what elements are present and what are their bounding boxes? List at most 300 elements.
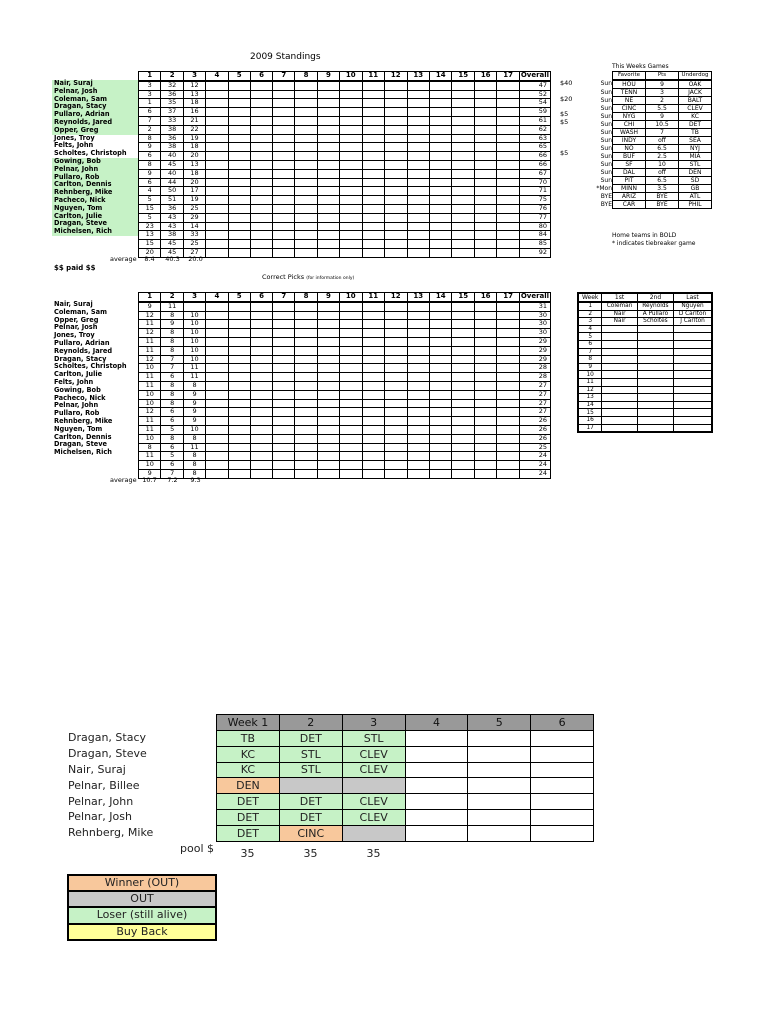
weeks-row (578, 348, 712, 356)
week-cell (385, 204, 407, 213)
week-cell (340, 329, 362, 338)
weeks-cell (637, 348, 673, 356)
picks-table (138, 292, 551, 479)
week-cell (317, 452, 339, 461)
game-day: Sun (600, 120, 612, 128)
week-cell (385, 81, 407, 90)
week-cell (407, 178, 429, 187)
favorite-team: WASH (613, 128, 646, 136)
week-cell (273, 134, 295, 143)
week-cell: 9 (183, 417, 205, 426)
week-cell (317, 125, 339, 134)
survivor-pick (468, 762, 531, 778)
week-cell (452, 311, 474, 320)
favorite-team: NYG (613, 112, 646, 120)
weeks-cell (674, 409, 712, 417)
week-cell (452, 329, 474, 338)
picks-row (139, 373, 551, 382)
week-cell (273, 461, 295, 470)
week-cell (452, 443, 474, 452)
week-cell (273, 434, 295, 443)
week-cell (295, 231, 317, 240)
survivor-header-row (217, 715, 594, 731)
weeks-cell: Nguyen (674, 302, 712, 310)
week-header: Overall (520, 71, 550, 79)
standings-names (52, 80, 138, 236)
weeks-cell: Nair (602, 318, 637, 326)
week-cell (474, 469, 496, 478)
week-cell (429, 469, 451, 478)
weeks-cell (637, 386, 673, 394)
week-cell (362, 373, 384, 382)
week-cell (497, 125, 519, 134)
weeks-cell: 2 (578, 310, 602, 318)
week-cell (273, 108, 295, 117)
week-cell (206, 108, 228, 117)
weeks-cell: 4 (578, 325, 602, 333)
week-cell (273, 425, 295, 434)
player-name: Pacheco, Nick (52, 197, 138, 205)
week-cell: 20 (183, 178, 205, 187)
player-name: Rehnberg, Mike (54, 416, 113, 425)
picks-row (139, 399, 551, 408)
week-cell (362, 443, 384, 452)
week-cell: 10 (139, 461, 161, 470)
survivor-row (217, 809, 594, 825)
overall-cell: 30 (519, 320, 550, 329)
week-cell (362, 187, 384, 196)
week-cell (497, 108, 519, 117)
point-spread: 2 (646, 96, 679, 104)
week-cell (362, 90, 384, 99)
week-cell: 10 (139, 390, 161, 399)
week-header: 4 (206, 293, 228, 302)
survivor-pick: DET (279, 794, 342, 810)
week-cell: 12 (139, 311, 161, 320)
overall-cell: 77 (519, 213, 550, 222)
week-cell (452, 108, 474, 117)
week-cell (362, 213, 384, 222)
week-cell (429, 390, 451, 399)
week-cell (452, 355, 474, 364)
favorite-team: PIT (613, 176, 646, 184)
week-cell (206, 204, 228, 213)
survivor-table (216, 714, 594, 842)
week-cell (474, 222, 496, 231)
week-cell: 12 (139, 355, 161, 364)
week-cell (228, 143, 250, 152)
week-cell (206, 364, 228, 373)
week-cell (273, 81, 295, 90)
favorite-team: SF (613, 160, 646, 168)
week-cell (228, 452, 250, 461)
survivor-pick (468, 825, 531, 841)
week-cell (295, 302, 317, 311)
weeks-row (578, 333, 712, 341)
weeks-cell: 14 (578, 401, 602, 409)
week-cell (317, 143, 339, 152)
week-cell (340, 320, 362, 329)
overall-cell: 71 (519, 187, 550, 196)
week-cell (295, 152, 317, 161)
prize-amount: $5 (560, 117, 569, 126)
player-name: Nair, Suraj (54, 300, 93, 308)
survivor-pick: DEN (217, 778, 280, 794)
player-name: Opper, Greg (54, 315, 99, 324)
survivor-pick (468, 794, 531, 810)
overall-cell: 47 (519, 81, 550, 90)
week-cell (295, 248, 317, 257)
underdog-team: SEA (679, 136, 712, 144)
week-cell (407, 187, 429, 196)
week-cell: 20 (139, 248, 161, 257)
week-cell (497, 134, 519, 143)
week-cell (273, 329, 295, 338)
survivor-week-header: 2 (279, 715, 342, 731)
game-day: Sun (600, 176, 612, 184)
week-cell (228, 390, 250, 399)
week-cell (452, 434, 474, 443)
week-cell (407, 213, 429, 222)
page-title: 2009 Standings (250, 52, 321, 62)
week-cell (497, 204, 519, 213)
week-cell (317, 108, 339, 117)
week-cell: 9 (183, 399, 205, 408)
week-cell (497, 461, 519, 470)
weeks-cell (674, 363, 712, 371)
week-cell (385, 390, 407, 399)
weeks-header: 2nd (637, 293, 673, 302)
week-cell (385, 143, 407, 152)
underdog-team: TB (679, 128, 712, 136)
survivor-pick: TB (217, 731, 280, 747)
weeks-cell (602, 386, 637, 394)
week-cell (317, 231, 339, 240)
week-cell (250, 169, 272, 178)
week-cell (273, 443, 295, 452)
week-cell (228, 373, 250, 382)
underdog-team: JACK (679, 88, 712, 96)
week-cell (228, 443, 250, 452)
weeks-cell: 8 (578, 356, 602, 364)
week-cell: 12 (183, 81, 205, 90)
week-cell (228, 108, 250, 117)
week-cell (362, 302, 384, 311)
week-cell (206, 152, 228, 161)
survivor-pick: DET (217, 809, 280, 825)
week-cell: 11 (161, 302, 183, 311)
week-cell (452, 364, 474, 373)
weeks-cell (602, 356, 637, 364)
overall-cell: 59 (519, 108, 550, 117)
week-cell (385, 337, 407, 346)
picks-row (139, 408, 551, 417)
week-cell (497, 417, 519, 426)
player-name: Dragan, Stacy (52, 103, 138, 111)
week-cell (228, 231, 250, 240)
week-cell (206, 408, 228, 417)
week-cell (429, 196, 451, 205)
week-cell (407, 355, 429, 364)
weeks-cell (637, 424, 673, 432)
player-name: Pacheco, Nick (54, 393, 106, 402)
week-cell: 38 (161, 143, 183, 152)
week-cell: 38 (161, 125, 183, 134)
correct-picks-caption (262, 273, 354, 281)
week-cell (497, 311, 519, 320)
week-cell (362, 196, 384, 205)
week-cell (497, 434, 519, 443)
point-spread: 10.5 (646, 120, 679, 128)
week-cell (385, 311, 407, 320)
week-cell (340, 461, 362, 470)
week-cell (474, 390, 496, 399)
weeks-cell (637, 325, 673, 333)
week-cell (273, 364, 295, 373)
pool-value: 35 (303, 847, 318, 860)
week-cell (429, 443, 451, 452)
week-cell (317, 381, 339, 390)
weeks-cell: 5 (578, 333, 602, 341)
week-cell (407, 373, 429, 382)
week-cell (429, 125, 451, 134)
weeks-cell: 1 (578, 302, 602, 310)
week-cell (273, 204, 295, 213)
week-cell (362, 108, 384, 117)
overall-cell: 66 (519, 160, 550, 169)
game-day: Sun (600, 168, 612, 176)
week-cell (250, 329, 272, 338)
game-day: Sun (600, 88, 612, 96)
survivor-week-header: 6 (531, 715, 594, 731)
week-cell (340, 381, 362, 390)
week-cell (429, 178, 451, 187)
game-row (590, 128, 712, 136)
week-cell (362, 417, 384, 426)
point-spread: 6.5 (646, 144, 679, 152)
week-cell (497, 169, 519, 178)
week-cell (317, 311, 339, 320)
point-spread: BYE (646, 200, 679, 208)
player-name: Coleman, Sam (52, 96, 138, 104)
week-cell (273, 125, 295, 134)
week-cell (340, 108, 362, 117)
week-cell (474, 213, 496, 222)
week-cell (429, 320, 451, 329)
week-cell (340, 204, 362, 213)
week-cell (317, 469, 339, 478)
picks-row (139, 337, 551, 346)
week-cell (295, 169, 317, 178)
week-cell (429, 222, 451, 231)
week-cell (497, 320, 519, 329)
week-cell (250, 81, 272, 90)
standings-row (139, 99, 551, 108)
week-cell (206, 187, 228, 196)
player-name: Reynolds, Jared (54, 346, 113, 355)
week-cell: 44 (161, 178, 183, 187)
week-cell (452, 196, 474, 205)
week-cell: 25 (183, 240, 205, 249)
favorite-team: CINC (613, 104, 646, 112)
week-header: 9 (317, 72, 339, 81)
standings-row (139, 116, 551, 125)
week-cell (340, 152, 362, 161)
week-cell (228, 337, 250, 346)
week-cell (273, 390, 295, 399)
week-cell (497, 408, 519, 417)
week-cell (452, 169, 474, 178)
week-cell (407, 390, 429, 399)
survivor-row (217, 778, 594, 794)
week-cell (452, 399, 474, 408)
week-cell (407, 337, 429, 346)
week-cell (362, 434, 384, 443)
average-value: 10.7 (142, 476, 157, 484)
survivor-pick (279, 778, 342, 794)
week-cell (250, 373, 272, 382)
week-cell (474, 434, 496, 443)
week-cell (317, 178, 339, 187)
survivor-pick (531, 731, 594, 747)
week-cell (228, 417, 250, 426)
week-cell (340, 346, 362, 355)
week-cell (340, 311, 362, 320)
week-cell (474, 425, 496, 434)
survivor-pick (405, 762, 468, 778)
player-name: Coleman, Sam (54, 307, 107, 316)
week-cell (295, 337, 317, 346)
game-day: Sun (600, 160, 612, 168)
legend-item: Loser (still alive) (68, 907, 216, 923)
week-cell (250, 240, 272, 249)
weeks-cell (637, 409, 673, 417)
week-cell (250, 346, 272, 355)
week-cell (429, 373, 451, 382)
week-cell (273, 196, 295, 205)
week-cell (362, 99, 384, 108)
week-cell (295, 213, 317, 222)
week-cell (407, 399, 429, 408)
week-cell (362, 116, 384, 125)
week-cell (452, 143, 474, 152)
overall-cell: 92 (519, 248, 550, 257)
week-cell (317, 240, 339, 249)
week-header: 5 (228, 72, 250, 81)
weeks-row (578, 386, 712, 394)
week-cell (206, 346, 228, 355)
underdog-team: NYJ (679, 144, 712, 152)
week-cell (250, 355, 272, 364)
games-header-row (590, 72, 712, 80)
week-cell (250, 320, 272, 329)
picks-row (139, 311, 551, 320)
week-cell: 10 (183, 355, 205, 364)
week-cell (206, 443, 228, 452)
point-spread: 10 (646, 160, 679, 168)
overall-cell: 28 (519, 364, 550, 373)
week-cell (452, 469, 474, 478)
week-cell: 21 (183, 116, 205, 125)
week-cell: 9 (183, 408, 205, 417)
week-cell (317, 355, 339, 364)
overall-cell: 29 (519, 355, 550, 364)
player-name: Pullaro, Adrian (52, 111, 138, 119)
survivor-name: Dragan, Steve (68, 746, 147, 760)
week-cell (385, 196, 407, 205)
week-cell: 13 (183, 90, 205, 99)
prize-amount: $5 (560, 110, 569, 119)
week-cell: 11 (139, 346, 161, 355)
week-cell (340, 169, 362, 178)
paid-label: $$ paid $$ (54, 264, 96, 272)
week-cell (497, 196, 519, 205)
standings-row (139, 108, 551, 117)
underdog-team: MIA (679, 152, 712, 160)
week-cell (206, 311, 228, 320)
week-cell (497, 178, 519, 187)
week-cell (497, 373, 519, 382)
point-spread: 6.5 (646, 176, 679, 184)
week-cell: 11 (183, 364, 205, 373)
week-cell (250, 231, 272, 240)
player-name: Nguyen, Tom (52, 205, 138, 213)
week-cell (474, 196, 496, 205)
player-name: Pelnar, John (54, 401, 99, 410)
player-name: Pullaro, Rob (52, 174, 138, 182)
week-cell (206, 320, 228, 329)
picks-row (139, 329, 551, 338)
week-cell (385, 469, 407, 478)
week-cell (273, 337, 295, 346)
point-spread: 3.5 (646, 184, 679, 192)
week-cell (340, 417, 362, 426)
standings-row (139, 204, 551, 213)
weeks-cell (602, 333, 637, 341)
week-cell (250, 152, 272, 161)
week-cell: 13 (183, 160, 205, 169)
week-cell: 11 (139, 425, 161, 434)
week-cell (340, 373, 362, 382)
week-cell (474, 116, 496, 125)
week-cell (317, 302, 339, 311)
week-cell: 23 (139, 222, 161, 231)
week-cell (317, 134, 339, 143)
week-cell (452, 240, 474, 249)
week-cell (317, 81, 339, 90)
week-header: 6 (250, 293, 272, 302)
weeks-cell (674, 424, 712, 432)
week-cell (385, 178, 407, 187)
game-day: BYE (600, 192, 612, 200)
overall-cell: 80 (519, 222, 550, 231)
average-value: 20.0 (188, 255, 203, 263)
week-cell (385, 240, 407, 249)
weeks-cell (637, 371, 673, 379)
weeks-cell (602, 378, 637, 386)
week-cell (474, 134, 496, 143)
week-cell (474, 346, 496, 355)
survivor-pick (405, 746, 468, 762)
weeks-header: 1st (602, 293, 637, 302)
player-name: Nair, Suraj (52, 80, 138, 88)
week-cell (362, 134, 384, 143)
week-cell: 2 (139, 125, 161, 134)
week-header: 10 (340, 293, 362, 302)
player-name: Dragan, Steve (52, 220, 138, 228)
week-cell (206, 90, 228, 99)
week-cell (250, 90, 272, 99)
